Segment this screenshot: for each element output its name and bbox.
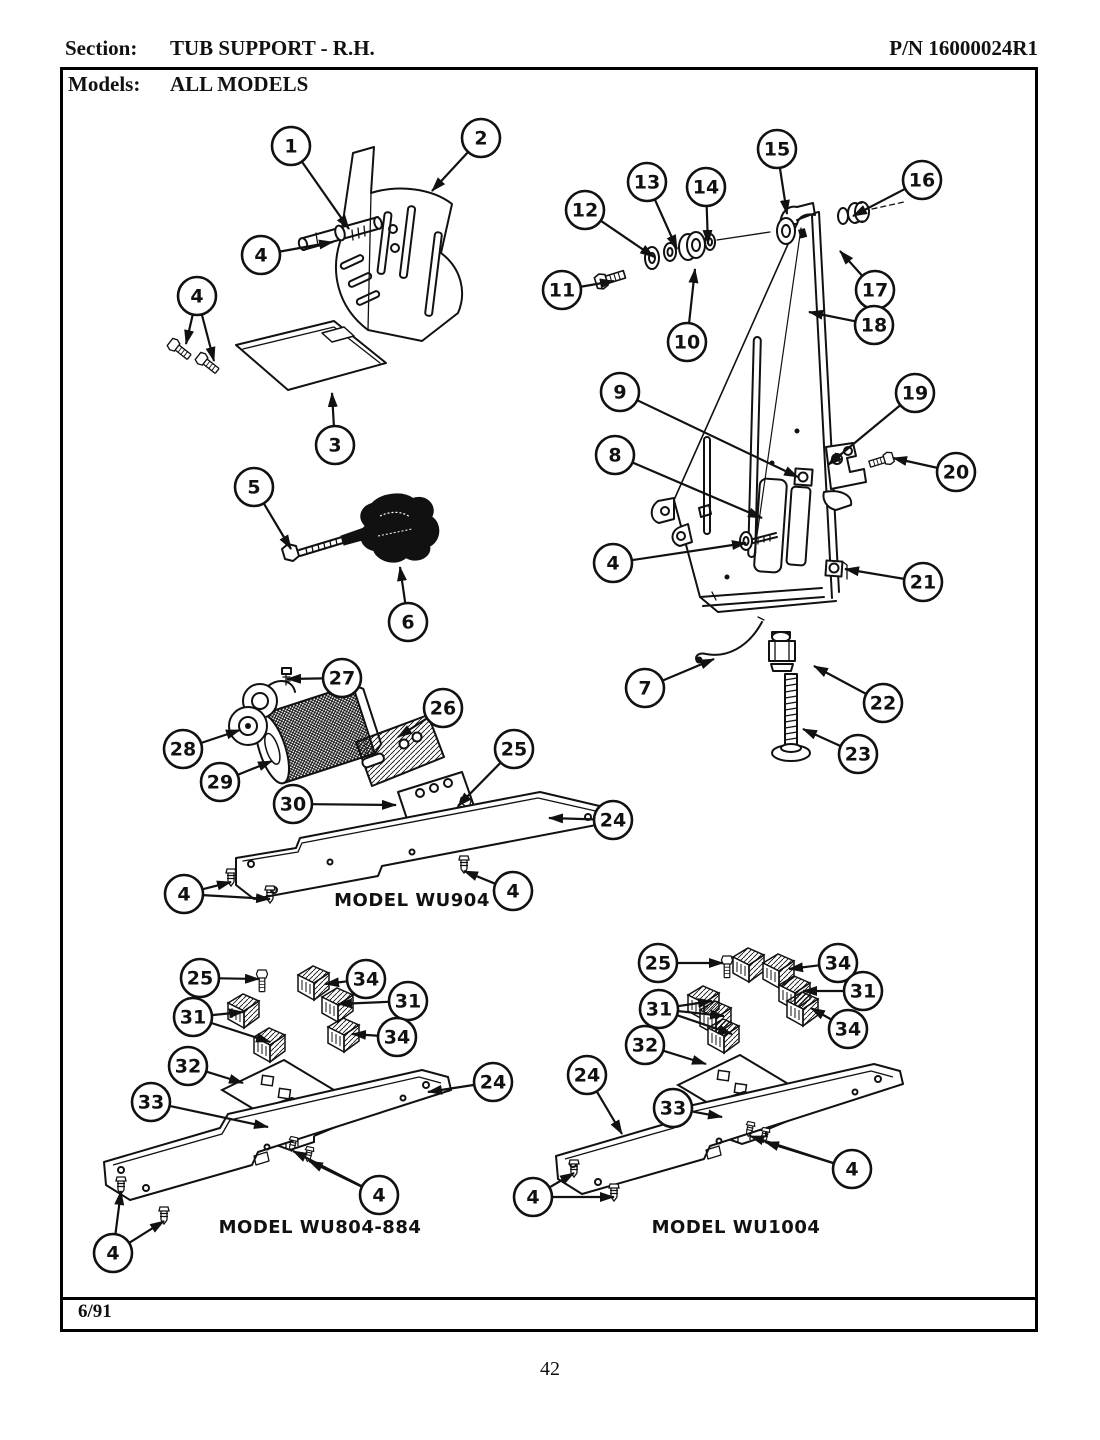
callout-7 — [626, 659, 714, 707]
part-pivot-fasteners — [594, 232, 770, 290]
svg-text:3: 3 — [328, 434, 342, 457]
svg-text:31: 31 — [645, 998, 673, 1021]
part-support-bracket — [336, 147, 462, 341]
svg-text:34: 34 — [824, 952, 852, 975]
part-panel-nut — [838, 202, 904, 224]
svg-text:33: 33 — [659, 1097, 687, 1120]
svg-text:33: 33 — [137, 1091, 165, 1114]
callout-30 — [274, 785, 396, 823]
part-number: P/N 16000024R1 — [889, 36, 1038, 60]
svg-text:4: 4 — [254, 244, 268, 267]
callout-4 — [242, 236, 333, 274]
part-damper — [341, 494, 438, 561]
svg-text:27: 27 — [328, 667, 356, 690]
callout-5 — [235, 468, 291, 549]
callout-29 — [201, 761, 272, 801]
section-label: Section: — [65, 36, 138, 60]
svg-text:31: 31 — [394, 990, 422, 1013]
section-title: TUB SUPPORT - R.H. — [170, 36, 375, 60]
svg-text:11: 11 — [548, 279, 576, 302]
svg-text:4: 4 — [506, 880, 520, 903]
svg-text:8: 8 — [608, 444, 622, 467]
callout-32 — [169, 1047, 243, 1085]
callout-25 — [639, 944, 723, 982]
svg-text:24: 24 — [599, 809, 627, 832]
svg-text:34: 34 — [834, 1018, 862, 1041]
callout-24 — [568, 1056, 622, 1134]
svg-text:25: 25 — [644, 952, 672, 975]
svg-text:21: 21 — [909, 571, 937, 594]
callout-20 — [893, 453, 975, 491]
svg-text:30: 30 — [279, 793, 307, 816]
part-damper-bracket — [824, 443, 895, 510]
svg-text:34: 34 — [383, 1026, 411, 1049]
svg-text:25: 25 — [500, 738, 528, 761]
callout-34 — [811, 1008, 867, 1048]
svg-text:10: 10 — [673, 331, 701, 354]
svg-text:5: 5 — [247, 476, 261, 499]
svg-text:31: 31 — [179, 1006, 207, 1029]
callout-4 — [594, 543, 746, 582]
svg-text:4: 4 — [606, 552, 620, 575]
callout-19 — [828, 374, 934, 465]
svg-text:1: 1 — [284, 135, 298, 158]
part-ground-wire — [696, 617, 765, 664]
callout-1 — [272, 127, 349, 229]
svg-text:4: 4 — [106, 1242, 120, 1265]
callout-34 — [789, 944, 857, 982]
svg-text:12: 12 — [571, 199, 599, 222]
part-screw-25-wu1004 — [721, 956, 732, 978]
models-value: ALL MODELS — [170, 72, 309, 96]
svg-text:29: 29 — [206, 771, 234, 794]
svg-text:4: 4 — [177, 883, 191, 906]
svg-text:9: 9 — [613, 381, 627, 404]
footer-date: 6/91 — [78, 1301, 112, 1322]
model-label-wu1004: MODEL WU1004 — [651, 1217, 821, 1238]
svg-text:34: 34 — [352, 968, 380, 991]
callout-4 — [94, 1191, 164, 1272]
callout-27 — [287, 659, 361, 697]
svg-text:14: 14 — [692, 176, 720, 199]
callout-21 — [845, 563, 942, 601]
callout-6 — [389, 567, 427, 641]
callout-15 — [758, 130, 796, 214]
callout-22 — [814, 666, 902, 722]
svg-text:4: 4 — [190, 285, 204, 308]
svg-text:24: 24 — [573, 1064, 601, 1087]
svg-text:17: 17 — [861, 279, 889, 302]
svg-text:28: 28 — [169, 738, 197, 761]
svg-text:32: 32 — [631, 1034, 659, 1057]
svg-text:25: 25 — [186, 967, 214, 990]
svg-text:19: 19 — [901, 382, 929, 405]
callout-4 — [750, 1136, 871, 1188]
callout-34 — [352, 1018, 416, 1056]
svg-text:4: 4 — [526, 1186, 540, 1209]
svg-text:16: 16 — [908, 169, 936, 192]
callout-32 — [626, 1026, 706, 1064]
svg-text:23: 23 — [844, 743, 872, 766]
callout-18 — [809, 306, 893, 344]
callout-28 — [164, 730, 240, 768]
svg-text:32: 32 — [174, 1055, 202, 1078]
model-label-wu904: MODEL WU904 — [334, 890, 490, 911]
svg-text:15: 15 — [763, 138, 791, 161]
part-switches-wu804 — [228, 966, 359, 1062]
svg-text:31: 31 — [849, 980, 877, 1003]
callout-23 — [803, 729, 877, 773]
part-slide-plate — [236, 321, 386, 390]
svg-text:7: 7 — [638, 677, 652, 700]
part-screw-25-wu804 — [256, 970, 267, 992]
models-label: Models: — [68, 72, 141, 96]
callout-17 — [840, 251, 894, 309]
callout-10 — [668, 269, 706, 361]
callout-3 — [316, 393, 354, 464]
part-leveling-leg — [772, 674, 810, 761]
svg-text:24: 24 — [479, 1071, 507, 1094]
callout-2 — [432, 119, 500, 191]
svg-text:26: 26 — [429, 697, 457, 720]
part-panel-screw-4 — [740, 532, 777, 550]
part-motor-bracket-26 — [356, 715, 444, 786]
svg-text:20: 20 — [942, 461, 970, 484]
svg-text:13: 13 — [633, 171, 661, 194]
svg-text:22: 22 — [869, 692, 897, 715]
svg-text:6: 6 — [401, 611, 415, 634]
part-square-nut-21 — [825, 560, 847, 579]
part-leg-socket — [769, 632, 795, 671]
model-label-wu804: MODEL WU804-884 — [218, 1217, 422, 1238]
svg-text:4: 4 — [845, 1158, 859, 1181]
callout-13 — [628, 163, 677, 249]
page-number: 42 — [540, 1358, 560, 1380]
callout-25 — [181, 959, 259, 997]
svg-text:18: 18 — [860, 314, 888, 337]
part-mounting-bolt — [282, 537, 343, 561]
svg-text:4: 4 — [372, 1184, 386, 1207]
svg-text:2: 2 — [474, 127, 488, 150]
